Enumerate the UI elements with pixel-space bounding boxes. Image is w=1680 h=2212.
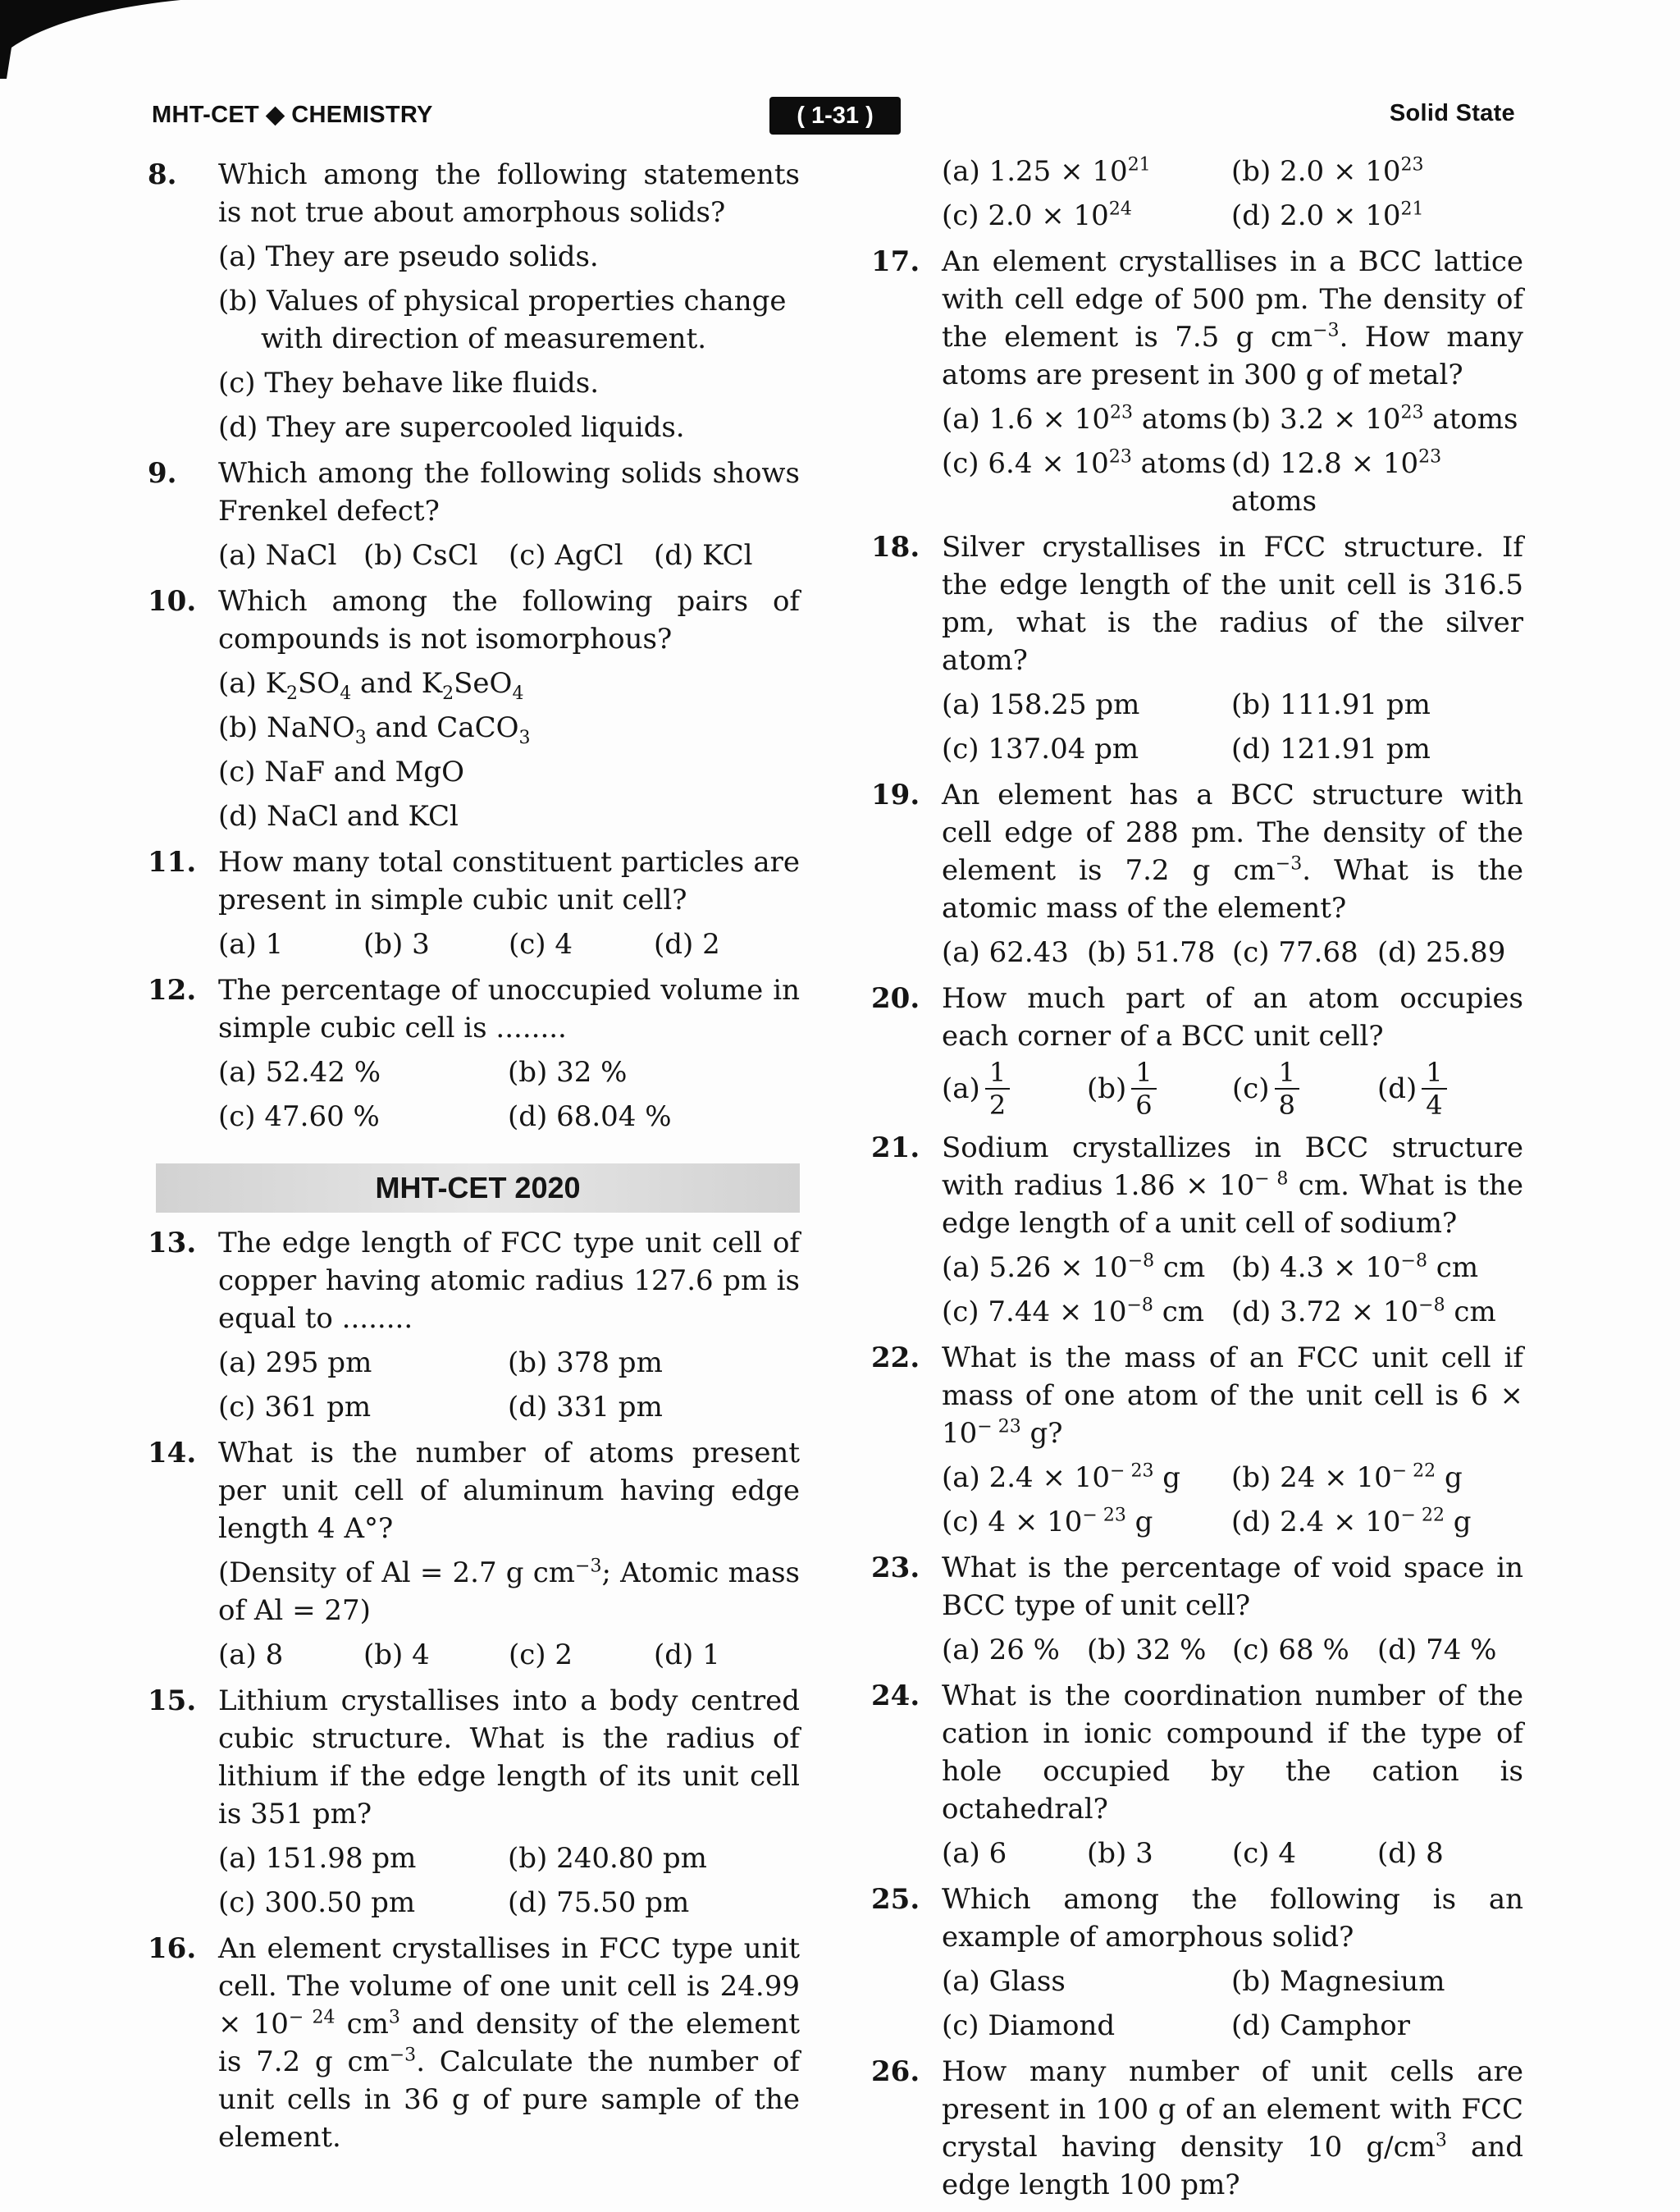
option-b: (b) 3 bbox=[363, 928, 430, 961]
question-14 bbox=[148, 1434, 800, 1674]
question-text: Sodium crystallizes in BCC structure with radius $1.86 \times 10^{- 8}$ cm. What is the edge length of a unit cell of sodium? bbox=[942, 1131, 1523, 1240]
option-b: (b) 111.91 pm bbox=[1231, 688, 1431, 721]
option-a: (a) 151.98 pm bbox=[218, 1842, 417, 1875]
question-number: 26. bbox=[871, 2055, 920, 2088]
option-d: (d) 2 bbox=[654, 928, 720, 961]
question-text: How many number of unit cells are present in 100 g of an element with FCC crystal having density 10 $g/cm^3$ and edge length 100 pm? bbox=[942, 2055, 1523, 2201]
option-d: (d) 74 % bbox=[1377, 1634, 1497, 1666]
question-21 bbox=[871, 1129, 1523, 1331]
question-number: 24. bbox=[871, 1680, 920, 1712]
question-number: 21. bbox=[871, 1131, 920, 1164]
option-d bbox=[1377, 1057, 1522, 1121]
option-b: (b) $2.0 \times 10^{23}$ bbox=[1231, 154, 1424, 188]
option-d: (d) NaCl and KCl bbox=[218, 800, 459, 833]
option-d: (d) 331 pm bbox=[508, 1391, 663, 1424]
question-text: What is the mass of an FCC unit cell if mass of one atom of the unit cell is $6 \times 10^{- 23}$ g? bbox=[942, 1341, 1523, 1450]
option-b: (b) 4 bbox=[363, 1638, 430, 1671]
question-24 bbox=[871, 1677, 1523, 1872]
option-a: (a) 6 bbox=[942, 1837, 1007, 1870]
question-number: 14. bbox=[148, 1437, 197, 1469]
book-title: MHT-CET ◆ CHEMISTRY bbox=[152, 102, 433, 128]
question-17 bbox=[871, 243, 1523, 520]
question-8 bbox=[148, 156, 800, 446]
denominator: 2 bbox=[988, 1090, 1007, 1121]
question-25 bbox=[871, 1881, 1523, 2045]
option-d: (d) KCl bbox=[654, 539, 753, 572]
option-d: (d) 1 bbox=[654, 1638, 720, 1671]
fraction bbox=[1275, 1057, 1299, 1121]
option-c: (c) $6.4 \times 10^{23}$ atoms bbox=[942, 446, 1226, 480]
question-number: 15. bbox=[148, 1684, 197, 1717]
fraction bbox=[985, 1057, 1010, 1121]
question-number: 13. bbox=[148, 1227, 197, 1259]
option-c: (c) 2 bbox=[509, 1638, 573, 1671]
option-b: (b) Values of physical properties change with direction of measurement. bbox=[218, 285, 787, 355]
option-d: (d) They are supercooled liquids. bbox=[218, 411, 685, 444]
option-a: (a) 8 bbox=[218, 1638, 284, 1671]
option-b: (b) $4.3 \times 10^{-8}$ cm bbox=[1231, 1250, 1479, 1284]
option-a: (a) 1 bbox=[218, 928, 284, 961]
option-b bbox=[1087, 1057, 1232, 1121]
numerator: 1 bbox=[1422, 1057, 1446, 1090]
question-text: An element crystallises in FCC type unit cell. The volume of one unit cell is $24.99 \times 10^{- 24}$ $cm^3$ and density of the element is 7.2 g $cm^{-3}$. Calculate the number of unit cells in 36 g of pure sample of the element. bbox=[218, 1932, 801, 2154]
question-number: 11. bbox=[148, 846, 197, 879]
option-a: (a) $K_2SO_4$ and $K_2SeO_4$ bbox=[218, 667, 524, 704]
option-a: (a) 52.42 % bbox=[218, 1056, 381, 1089]
denominator: 8 bbox=[1278, 1090, 1295, 1121]
option-c: (c) $4 \times 10^{- 23}$ g bbox=[942, 1505, 1153, 1538]
option-b: (b) 378 pm bbox=[508, 1346, 663, 1379]
right-column bbox=[871, 156, 1523, 2212]
question-text: The percentage of unoccupied volume in simple cubic cell is ........ bbox=[218, 974, 800, 1044]
question-number: 18. bbox=[871, 531, 920, 564]
option-c: (c) Diamond bbox=[942, 2009, 1116, 2042]
option-a: (a) $1.25 \times 10^{21}$ bbox=[942, 154, 1151, 188]
option-c: (c) 300.50 pm bbox=[218, 1886, 416, 1919]
question-11 bbox=[148, 843, 800, 963]
option-a: (a) Glass bbox=[942, 1965, 1066, 1998]
option-a: (a) NaCl bbox=[218, 539, 337, 572]
question-23 bbox=[871, 1549, 1523, 1669]
scan-corner-mark bbox=[0, 0, 180, 90]
question-number: 17. bbox=[871, 245, 920, 278]
option-a: (a) $1.6 \times 10^{23}$ atoms bbox=[942, 402, 1227, 436]
question-19 bbox=[871, 776, 1523, 971]
option-d: (d) 25.89 bbox=[1377, 936, 1506, 969]
question-text: What is the coordination number of the cation in ionic compound if the type of hole occupied by the cation is octahedral? bbox=[942, 1680, 1523, 1826]
section-heading: MHT-CET 2020 bbox=[156, 1163, 800, 1213]
option-label: (b) bbox=[1087, 1072, 1127, 1105]
denominator: 6 bbox=[1135, 1090, 1153, 1121]
left-column bbox=[148, 156, 800, 2164]
option-label: (c) bbox=[1232, 1072, 1270, 1105]
option-b: (b) NaNO$_3$ and CaCO$_3$ bbox=[218, 711, 531, 748]
option-a: (a) $2.4 \times 10^{- 23}$ g bbox=[942, 1460, 1181, 1494]
question-22 bbox=[871, 1339, 1523, 1541]
option-a: (a) $5.26 \times 10^{-8}$ cm bbox=[942, 1250, 1206, 1284]
option-label: (a) bbox=[942, 1072, 980, 1105]
option-c: (c) They behave like fluids. bbox=[218, 367, 600, 400]
option-d: (d) 75.50 pm bbox=[508, 1886, 690, 1919]
question-number: 22. bbox=[871, 1341, 920, 1374]
question-number: 16. bbox=[148, 1932, 197, 1965]
denominator: 4 bbox=[1426, 1090, 1443, 1121]
option-a: (a) They are pseudo solids. bbox=[218, 240, 599, 273]
question-text: Which among the following pairs of compounds is not isomorphous? bbox=[218, 585, 800, 656]
option-d: (d) Camphor bbox=[1231, 2009, 1411, 2042]
option-c: (c) 361 pm bbox=[218, 1391, 372, 1424]
question-number: 25. bbox=[871, 1883, 920, 1916]
option-c: (c) $7.44 \times 10^{-8}$ cm bbox=[942, 1295, 1204, 1328]
question-given-data: (Density of Al = 2.7 g $cm^{-3}$; Atomic mass of Al = 27) bbox=[218, 1556, 800, 1627]
option-b: (b) $3.2 \times 10^{23}$ atoms bbox=[1231, 402, 1518, 436]
question-20 bbox=[871, 980, 1523, 1121]
option-a: (a) 26 % bbox=[942, 1634, 1060, 1666]
option-a: (a) 295 pm bbox=[218, 1346, 372, 1379]
question-number: 10. bbox=[148, 585, 197, 618]
option-d: (d) $12.8 \times 10^{23}$ atoms bbox=[1231, 446, 1442, 518]
option-c: (c) 77.68 bbox=[1232, 936, 1358, 969]
question-9 bbox=[148, 455, 800, 574]
option-c: (c) 4 bbox=[509, 928, 573, 961]
option-b: (b) CsCl bbox=[363, 539, 478, 572]
fraction bbox=[1131, 1057, 1156, 1121]
question-text: Which among the following solids shows Frenkel defect? bbox=[218, 457, 800, 528]
option-d: (d) 68.04 % bbox=[508, 1100, 672, 1133]
question-16 bbox=[148, 1930, 800, 2156]
option-d: (d) $2.4 \times 10^{- 22}$ g bbox=[1231, 1505, 1472, 1538]
question-12 bbox=[148, 971, 800, 1136]
option-b: (b) 32 % bbox=[508, 1056, 628, 1089]
chapter-title: Solid State bbox=[1389, 100, 1515, 126]
option-a: (a) 62.43 bbox=[942, 936, 1069, 969]
option-c: (c) 68 % bbox=[1232, 1634, 1349, 1666]
question-text: Which among the following is an example of amorphous solid? bbox=[942, 1883, 1523, 1954]
question-15 bbox=[148, 1682, 800, 1922]
option-c: (c) $2.0 \times 10^{24}$ bbox=[942, 199, 1132, 232]
question-number: 12. bbox=[148, 974, 197, 1007]
option-c: (c) 4 bbox=[1232, 1837, 1297, 1870]
page-header bbox=[152, 97, 1515, 135]
option-b: (b) 32 % bbox=[1087, 1634, 1207, 1666]
numerator: 1 bbox=[1131, 1057, 1156, 1090]
question-text: What is the percentage of void space in BCC type of unit cell? bbox=[942, 1552, 1523, 1622]
question-number: 8. bbox=[148, 158, 177, 191]
option-b: (b) $24 \times 10^{- 22}$ g bbox=[1231, 1460, 1463, 1494]
question-13 bbox=[148, 1224, 800, 1426]
question-text: How much part of an atom occupies each corner of a BCC unit cell? bbox=[942, 982, 1523, 1053]
option-a: (a) 158.25 pm bbox=[942, 688, 1140, 721]
numerator: 1 bbox=[985, 1057, 1010, 1090]
option-c: (c) 47.60 % bbox=[218, 1100, 380, 1133]
question-text: How many total constituent particles are present in simple cubic unit cell? bbox=[218, 846, 800, 916]
option-c: (c) 137.04 pm bbox=[942, 733, 1139, 766]
page-number: ( 1-31 ) bbox=[769, 97, 901, 135]
question-text: The edge length of FCC type unit cell of copper having atomic radius 127.6 pm is equal to ........ bbox=[218, 1227, 800, 1335]
option-b: (b) 240.80 pm bbox=[508, 1842, 707, 1875]
question-text: Silver crystallises in FCC structure. If the edge length of the unit cell is 316.5 pm, what is the radius of the silver atom? bbox=[942, 531, 1523, 677]
option-b: (b) 51.78 bbox=[1087, 936, 1216, 969]
question-number: 19. bbox=[871, 779, 920, 811]
option-c bbox=[1232, 1057, 1377, 1121]
option-d: (d) $3.72 \times 10^{-8}$ cm bbox=[1231, 1295, 1496, 1328]
question-text: What is the number of atoms present per unit cell of aluminum having edge length 4 A°? bbox=[218, 1437, 800, 1545]
option-d: (d) $2.0 \times 10^{21}$ bbox=[1231, 199, 1424, 232]
question-number: 9. bbox=[148, 457, 177, 490]
question-26 bbox=[871, 2053, 1523, 2204]
option-label: (d) bbox=[1377, 1072, 1418, 1105]
question-text: Lithium crystallises into a body centred cubic structure. What is the radius of lithium if the edge length of its unit cell is 351 pm? bbox=[218, 1684, 800, 1830]
numerator: 1 bbox=[1275, 1057, 1299, 1090]
option-b: (b) Magnesium bbox=[1231, 1965, 1445, 1998]
fraction bbox=[1422, 1057, 1446, 1121]
question-text: An element has a BCC structure with cell edge of 288 pm. The density of the element is 7.2 g $cm^{-3}$. What is the atomic mass of the element? bbox=[942, 779, 1523, 925]
option-d: (d) 8 bbox=[1377, 1837, 1444, 1870]
option-b: (b) 3 bbox=[1087, 1837, 1153, 1870]
question-text: An element crystallises in a BCC lattice with cell edge of 500 pm. The density of the element is 7.5 g $cm^{-3}$. How many atoms are present in 300 g of metal? bbox=[942, 245, 1523, 391]
question-18 bbox=[871, 528, 1523, 768]
question-text: Which among the following statements is not true about amorphous solids? bbox=[218, 158, 800, 229]
question-10 bbox=[148, 583, 800, 835]
option-a bbox=[942, 1057, 1087, 1121]
question-number: 23. bbox=[871, 1552, 920, 1584]
question-16-options bbox=[871, 153, 1523, 235]
option-d: (d) 121.91 pm bbox=[1231, 733, 1431, 766]
option-c: (c) NaF and MgO bbox=[218, 756, 464, 788]
option-c: (c) AgCl bbox=[509, 539, 623, 572]
question-number: 20. bbox=[871, 982, 920, 1015]
